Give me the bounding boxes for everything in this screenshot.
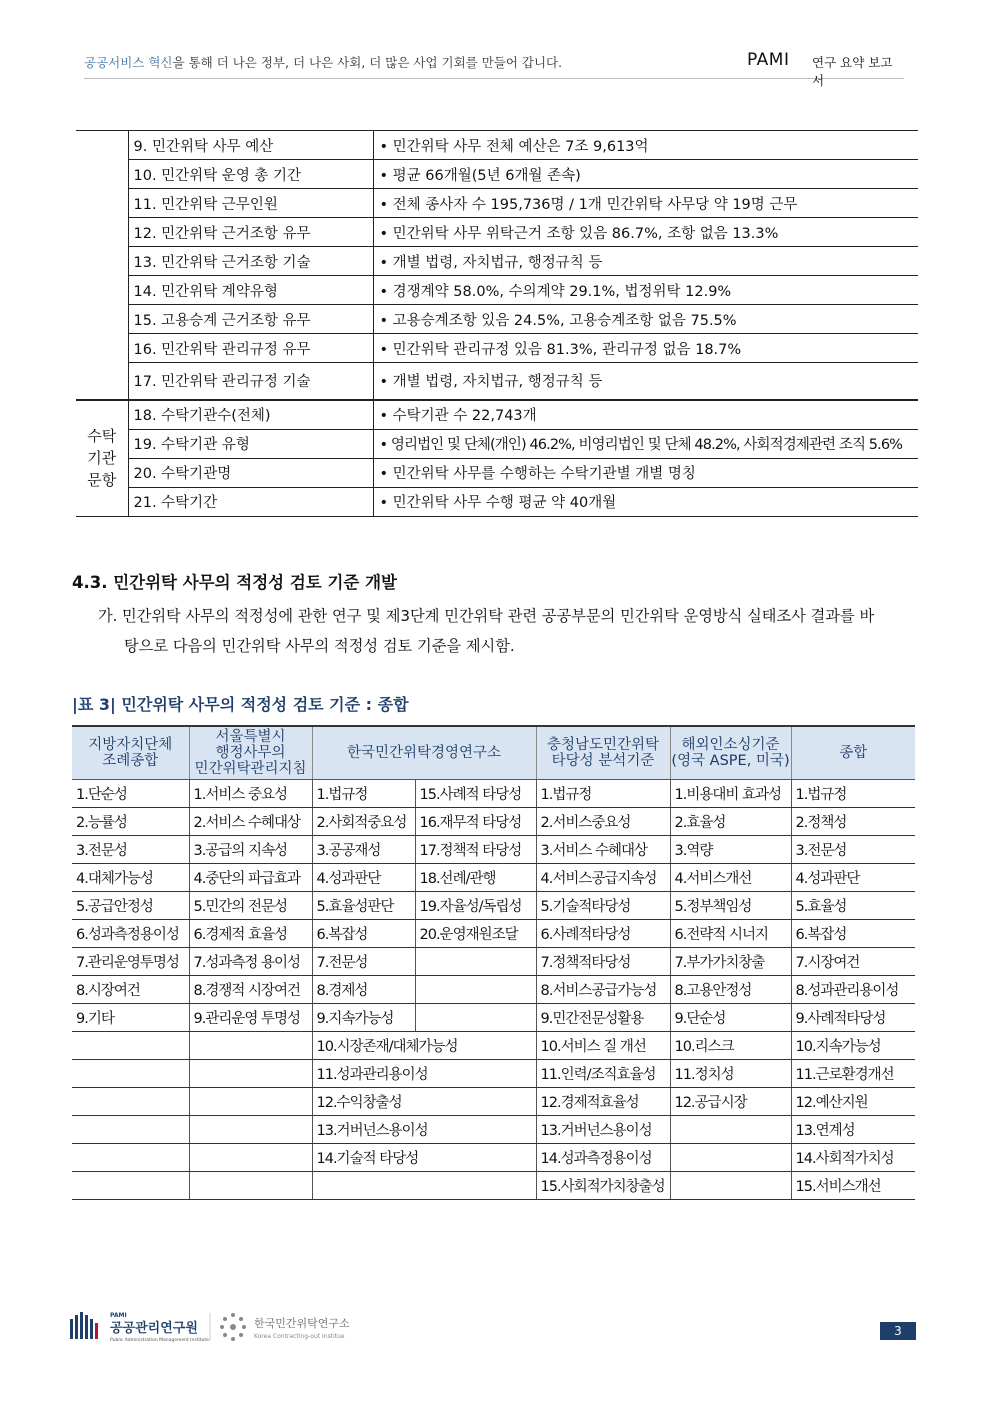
table-cell: 2.사회적중요성: [312, 808, 415, 836]
column-header: 충청남도민간위탁 타당성 분석기준: [536, 726, 670, 780]
value-cell: • 영리법인 및 단체(개인) 46.2%, 비영리법인 및 단체 48.2%, 사회적경제관련 조직 5.6%: [373, 429, 918, 458]
logo1-small: PAMI: [110, 1312, 127, 1319]
table-cell: 16.재무적 타당성: [415, 808, 536, 836]
table-cell: 5.효율성: [791, 892, 915, 920]
table-cell: 11.근로환경개선: [791, 1060, 915, 1088]
section-paragraph: 가. 민간위탁 사무의 적정성에 관한 연구 및 제3단계 민간위탁 관련 공공부문의 민간위탁 운영방식 실태조사 결과를 바 탕으로 다음의 민간위탁 사무의 적정성 검토 기준을 제시함.: [98, 601, 923, 661]
table-cell: [72, 1116, 189, 1144]
table-row: [72, 1004, 915, 1032]
table-row: [76, 334, 918, 363]
table-row: [76, 487, 918, 516]
table-cell: 7.정책적타당성: [536, 948, 670, 976]
page-number: 3: [880, 1322, 916, 1340]
table-cell: 4.성과판단: [791, 864, 915, 892]
table-cell: 17.정책적 타당성: [415, 836, 536, 864]
table-cell: [415, 976, 536, 1004]
group-cell-blank: [76, 131, 128, 400]
value-cell: • 민간위탁 사무를 수행하는 수탁기관별 개별 명칭: [373, 458, 918, 487]
table-cell: 8.경제성: [312, 976, 415, 1004]
column-header: 해외인소싱기준 (영국 ASPE, 미국): [670, 726, 791, 780]
value-cell: • 민간위탁 관리규정 있음 81.3%, 관리규정 없음 18.7%: [373, 334, 918, 363]
table-cell: 4.대체가능성: [72, 864, 189, 892]
table-cell: 14.기술적 타당성: [312, 1144, 536, 1172]
item-cell: 10. 민간위탁 운영 총 기간: [128, 160, 373, 189]
table-cell: 6.전략적 시너지: [670, 920, 791, 948]
table-cell: 4.성과판단: [312, 864, 415, 892]
table-row: [72, 948, 915, 976]
table-cell: 11.성과관리용이성: [312, 1060, 536, 1088]
table-cell: 10.서비스 질 개선: [536, 1032, 670, 1060]
table-cell: 9.단순성: [670, 1004, 791, 1032]
paragraph-label: 가.: [98, 607, 118, 625]
item-cell: 16. 민간위탁 관리규정 유무: [128, 334, 373, 363]
value-cell: • 민간위탁 사무 위탁근거 조항 있음 86.7%, 조항 없음 13.3%: [373, 218, 918, 247]
table-cell: 10.시장존재/대체가능성: [312, 1032, 536, 1060]
table-row: [72, 892, 915, 920]
table-cell: 7.전문성: [312, 948, 415, 976]
table-row: [72, 1116, 915, 1144]
table-cell: 9.민간전문성활용: [536, 1004, 670, 1032]
table-cell: 4.서비스개선: [670, 864, 791, 892]
table-cell: [312, 1172, 536, 1200]
table-row: [72, 1060, 915, 1088]
table-cell: [415, 1004, 536, 1032]
table-cell: 4.중단의 파급효과: [189, 864, 312, 892]
table-row: [72, 1032, 915, 1060]
table-cell: 9.사례적타당성: [791, 1004, 915, 1032]
item-cell: 9. 민간위탁 사무 예산: [128, 131, 373, 160]
table-cell: 8.고용안정성: [670, 976, 791, 1004]
table-cell: 1.서비스 중요성: [189, 780, 312, 808]
table-cell: 3.공급의 지속성: [189, 836, 312, 864]
table-row: [76, 400, 918, 430]
table-cell: 8.경쟁적 시장여건: [189, 976, 312, 1004]
table-cell: 15.사례적 타당성: [415, 780, 536, 808]
value-cell: • 전체 종사자 수 195,736명 / 1개 민간위탁 사무당 약 19명 근무: [373, 189, 918, 218]
table-row: [76, 458, 918, 487]
logo1-sub: Public Administration Management Institute: [110, 1338, 209, 1343]
value-cell: • 평균 66개월(5년 6개월 존속): [373, 160, 918, 189]
column-header: 지방자치단체 조례종합: [72, 726, 189, 780]
table-cell: 12.공급시장: [670, 1088, 791, 1116]
item-cell: 15. 고용승계 근거조항 유무: [128, 305, 373, 334]
table-row: [72, 976, 915, 1004]
table-cell: [415, 948, 536, 976]
table-cell: 3.전문성: [791, 836, 915, 864]
table-row: [76, 131, 918, 160]
item-cell: 21. 수탁기간: [128, 487, 373, 516]
table-cell: 11.인력/조직효율성: [536, 1060, 670, 1088]
table-cell: 9.관리운영 투명성: [189, 1004, 312, 1032]
table-cell: 9.기타: [72, 1004, 189, 1032]
value-cell: • 개별 법령, 자치법규, 행정규칙 등: [373, 363, 918, 400]
table-cell: 1.법규정: [312, 780, 415, 808]
table-cell: 2.능률성: [72, 808, 189, 836]
kci-logo-icon: [220, 1313, 246, 1341]
table-cell: [670, 1144, 791, 1172]
table-cell: 2.서비스중요성: [536, 808, 670, 836]
table-cell: 1.법규정: [791, 780, 915, 808]
table-cell: 14.성과측정용이성: [536, 1144, 670, 1172]
table-cell: 3.역량: [670, 836, 791, 864]
table-cell: 7.관리운영투명성: [72, 948, 189, 976]
item-cell: 17. 민간위탁 관리규정 기술: [128, 363, 373, 400]
value-cell: • 수탁기관 수 22,743개: [373, 400, 918, 430]
table-cell: 2.효율성: [670, 808, 791, 836]
table-cell: [189, 1060, 312, 1088]
table-cell: [189, 1032, 312, 1060]
table-cell: 2.정책성: [791, 808, 915, 836]
value-cell: • 경쟁계약 58.0%, 수의계약 29.1%, 법정위탁 12.9%: [373, 276, 918, 305]
table-cell: 3.공공재성: [312, 836, 415, 864]
value-cell: • 고용승계조항 있음 24.5%, 고용승계조항 없음 75.5%: [373, 305, 918, 334]
table-cell: 15.사회적가치창출성: [536, 1172, 670, 1200]
table-cell: 5.효율성판단: [312, 892, 415, 920]
table-cell: 14.사회적가치성: [791, 1144, 915, 1172]
item-cell: 14. 민간위탁 계약유형: [128, 276, 373, 305]
page-header: [84, 48, 904, 88]
item-cell: 19. 수탁기관 유형: [128, 429, 373, 458]
pami-logo-icon: [70, 1312, 98, 1339]
table-cell: [72, 1172, 189, 1200]
table-cell: 1.비용대비 효과성: [670, 780, 791, 808]
table-row: [72, 1144, 915, 1172]
table-row: [72, 808, 915, 836]
header-brand: PAMI: [747, 50, 790, 70]
column-header: 종합: [791, 726, 915, 780]
table-row: [72, 864, 915, 892]
table-cell: 7.부가가치창출: [670, 948, 791, 976]
table-cell: 7.성과측정 용이성: [189, 948, 312, 976]
table-cell: [189, 1116, 312, 1144]
value-cell: • 개별 법령, 자치법규, 행정규칙 등: [373, 247, 918, 276]
table-cell: 1.단순성: [72, 780, 189, 808]
table-cell: 7.시장여건: [791, 948, 915, 976]
criteria-table: [72, 725, 915, 1200]
table-cell: [189, 1144, 312, 1172]
header-report-type: 연구 요약 보고서: [812, 55, 893, 88]
table-cell: 6.복잡성: [791, 920, 915, 948]
table-row: [76, 160, 918, 189]
table-cell: 6.성과측정용이성: [72, 920, 189, 948]
table-cell: 1.법규정: [536, 780, 670, 808]
table-cell: 13.거버넌스용이성: [536, 1116, 670, 1144]
footer-logos: [70, 1309, 370, 1345]
table-cell: 3.서비스 수혜대상: [536, 836, 670, 864]
table-row: [76, 218, 918, 247]
group-cell-label: 수탁 기관 문항: [76, 400, 128, 517]
table-cell: [189, 1088, 312, 1116]
value-cell: • 민간위탁 사무 전체 예산은 7조 9,613억: [373, 131, 918, 160]
item-cell: 18. 수탁기관수(전체): [128, 400, 373, 430]
table-row: [72, 1088, 915, 1116]
table-cell: 6.경제적 효율성: [189, 920, 312, 948]
table-cell: 8.성과관리용이성: [791, 976, 915, 1004]
table-cell: [72, 1144, 189, 1172]
table-cell: 2.서비스 수혜대상: [189, 808, 312, 836]
table-cell: 5.기술적타당성: [536, 892, 670, 920]
table-cell: 11.정치성: [670, 1060, 791, 1088]
value-cell: • 민간위탁 사무 수행 평균 약 40개월: [373, 487, 918, 516]
table-cell: 5.민간의 전문성: [189, 892, 312, 920]
table-cell: [72, 1032, 189, 1060]
table-cell: 12.예산지원: [791, 1088, 915, 1116]
table-cell: 5.정부책임성: [670, 892, 791, 920]
table-cell: 12.수익창출성: [312, 1088, 536, 1116]
table-cell: 8.서비스공급가능성: [536, 976, 670, 1004]
table-row: [76, 429, 918, 458]
table-cell: 10.리스크: [670, 1032, 791, 1060]
table-cell: [72, 1088, 189, 1116]
table-cell: 5.공급안정성: [72, 892, 189, 920]
table-row: [72, 1172, 915, 1200]
table-cell: 9.지속가능성: [312, 1004, 415, 1032]
table-cell: 6.사례적타당성: [536, 920, 670, 948]
table-cell: [189, 1172, 312, 1200]
logo2-name: 한국민간위탁연구소: [254, 1317, 350, 1330]
table-row: [76, 276, 918, 305]
column-header: 한국민간위탁경영연구소: [312, 726, 536, 780]
table-row: [76, 363, 918, 400]
header-slogan: 공공서비스 혁신을 통해 더 나은 정부, 더 나은 사회, 더 많은 사업 기회를 만들어 갑니다.: [84, 55, 563, 70]
table-caption: |표 3| 민간위탁 사무의 적정성 검토 기준 : 종합: [72, 695, 409, 714]
table-row: [76, 305, 918, 334]
table-cell: [670, 1116, 791, 1144]
table-cell: 19.자율성/독립성: [415, 892, 536, 920]
table-cell: 18.선례/관행: [415, 864, 536, 892]
table-cell: 20.운영재원조달: [415, 920, 536, 948]
table-cell: [72, 1060, 189, 1088]
section-title: 4.3. 민간위탁 사무의 적정성 검토 기준 개발: [72, 573, 397, 592]
item-cell: 12. 민간위탁 근거조항 유무: [128, 218, 373, 247]
table-cell: 3.전문성: [72, 836, 189, 864]
table-cell: 13.거버넌스용이성: [312, 1116, 536, 1144]
table-row: [76, 247, 918, 276]
table-cell: 8.시장여건: [72, 976, 189, 1004]
table-cell: 10.지속가능성: [791, 1032, 915, 1060]
table-row: [72, 780, 915, 808]
table-cell: 13.연계성: [791, 1116, 915, 1144]
item-cell: 13. 민간위탁 근거조항 기술: [128, 247, 373, 276]
table-row: [72, 920, 915, 948]
item-cell: 11. 민간위탁 근무인원: [128, 189, 373, 218]
logo2-sub: Korea Contracting-out Institue: [254, 1333, 345, 1340]
table-cell: 15.서비스개선: [791, 1172, 915, 1200]
table-cell: 6.복잡성: [312, 920, 415, 948]
table-cell: 12.경제적효율성: [536, 1088, 670, 1116]
column-header: 서울특별시 행정사무의 민간위탁관리지침: [189, 726, 312, 780]
table-cell: 4.서비스공급지속성: [536, 864, 670, 892]
table-row: [76, 189, 918, 218]
table-row: [72, 836, 915, 864]
logo1-name: 공공관리연구원: [110, 1321, 198, 1336]
table-cell: [670, 1172, 791, 1200]
item-cell: 20. 수탁기관명: [128, 458, 373, 487]
survey-items-table: [76, 130, 918, 517]
